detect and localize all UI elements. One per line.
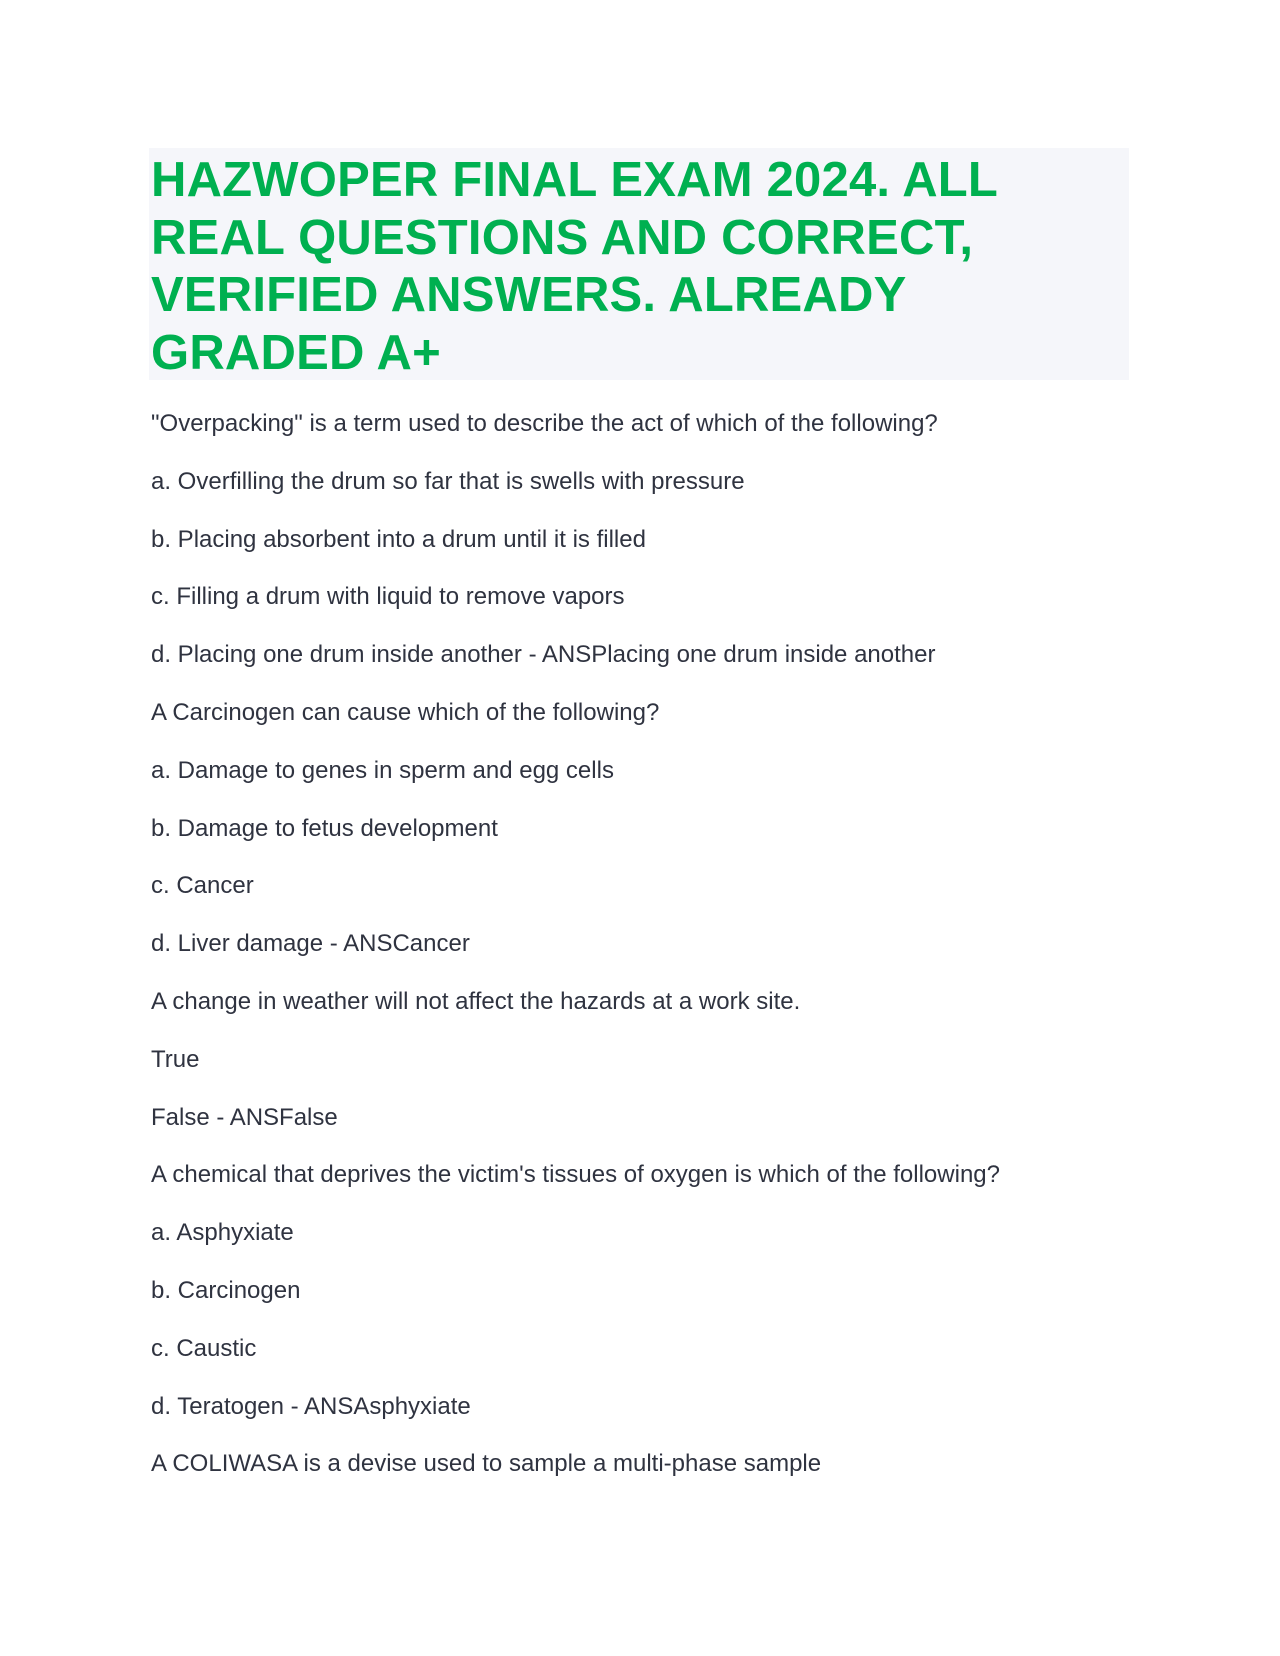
question-3-option-true: True (151, 1045, 200, 1073)
question-2-text: A Carcinogen can cause which of the following? (151, 698, 660, 726)
question-2-option-c: c. Cancer (151, 872, 254, 900)
question-2-option-a: a. Damage to genes in sperm and egg cells (151, 756, 614, 784)
question-1-option-a: a. Overfilling the drum so far that is swells with pressure (151, 467, 745, 495)
question-1-option-d-answer: d. Placing one drum inside another - ANSPlacing one drum inside another (151, 641, 936, 669)
question-3-text: A change in weather will not affect the hazards at a work site. (151, 987, 801, 1015)
question-3-option-false-answer: False - ANSFalse (151, 1103, 338, 1131)
question-4-text: A chemical that deprives the victim's tissues of oxygen is which of the following? (151, 1161, 1000, 1189)
question-2-option-d-answer: d. Liver damage - ANSCancer (151, 930, 470, 958)
question-1-option-b: b. Placing absorbent into a drum until it is filled (151, 525, 646, 553)
document-title: HAZWOPER FINAL EXAM 2024. ALL REAL QUESTIONS AND CORRECT, VERIFIED ANSWERS. ALREADY GRADED A+ (151, 153, 998, 380)
question-5-text: A COLIWASA is a devise used to sample a multi-phase sample (151, 1450, 822, 1478)
question-4-option-b: b. Carcinogen (151, 1276, 301, 1304)
question-list (151, 407, 1131, 1505)
question-2-option-b: b. Damage to fetus development (151, 814, 498, 842)
question-1-option-c: c. Filling a drum with liquid to remove vapors (151, 583, 625, 611)
question-4-option-a: a. Asphyxiate (151, 1219, 294, 1247)
question-4-option-d-answer: d. Teratogen - ANSAsphyxiate (151, 1392, 471, 1420)
question-1-text: "Overpacking" is a term used to describe the act of which of the following? (151, 410, 938, 437)
title-block (149, 148, 1129, 380)
question-4-option-c: c. Caustic (151, 1334, 257, 1362)
